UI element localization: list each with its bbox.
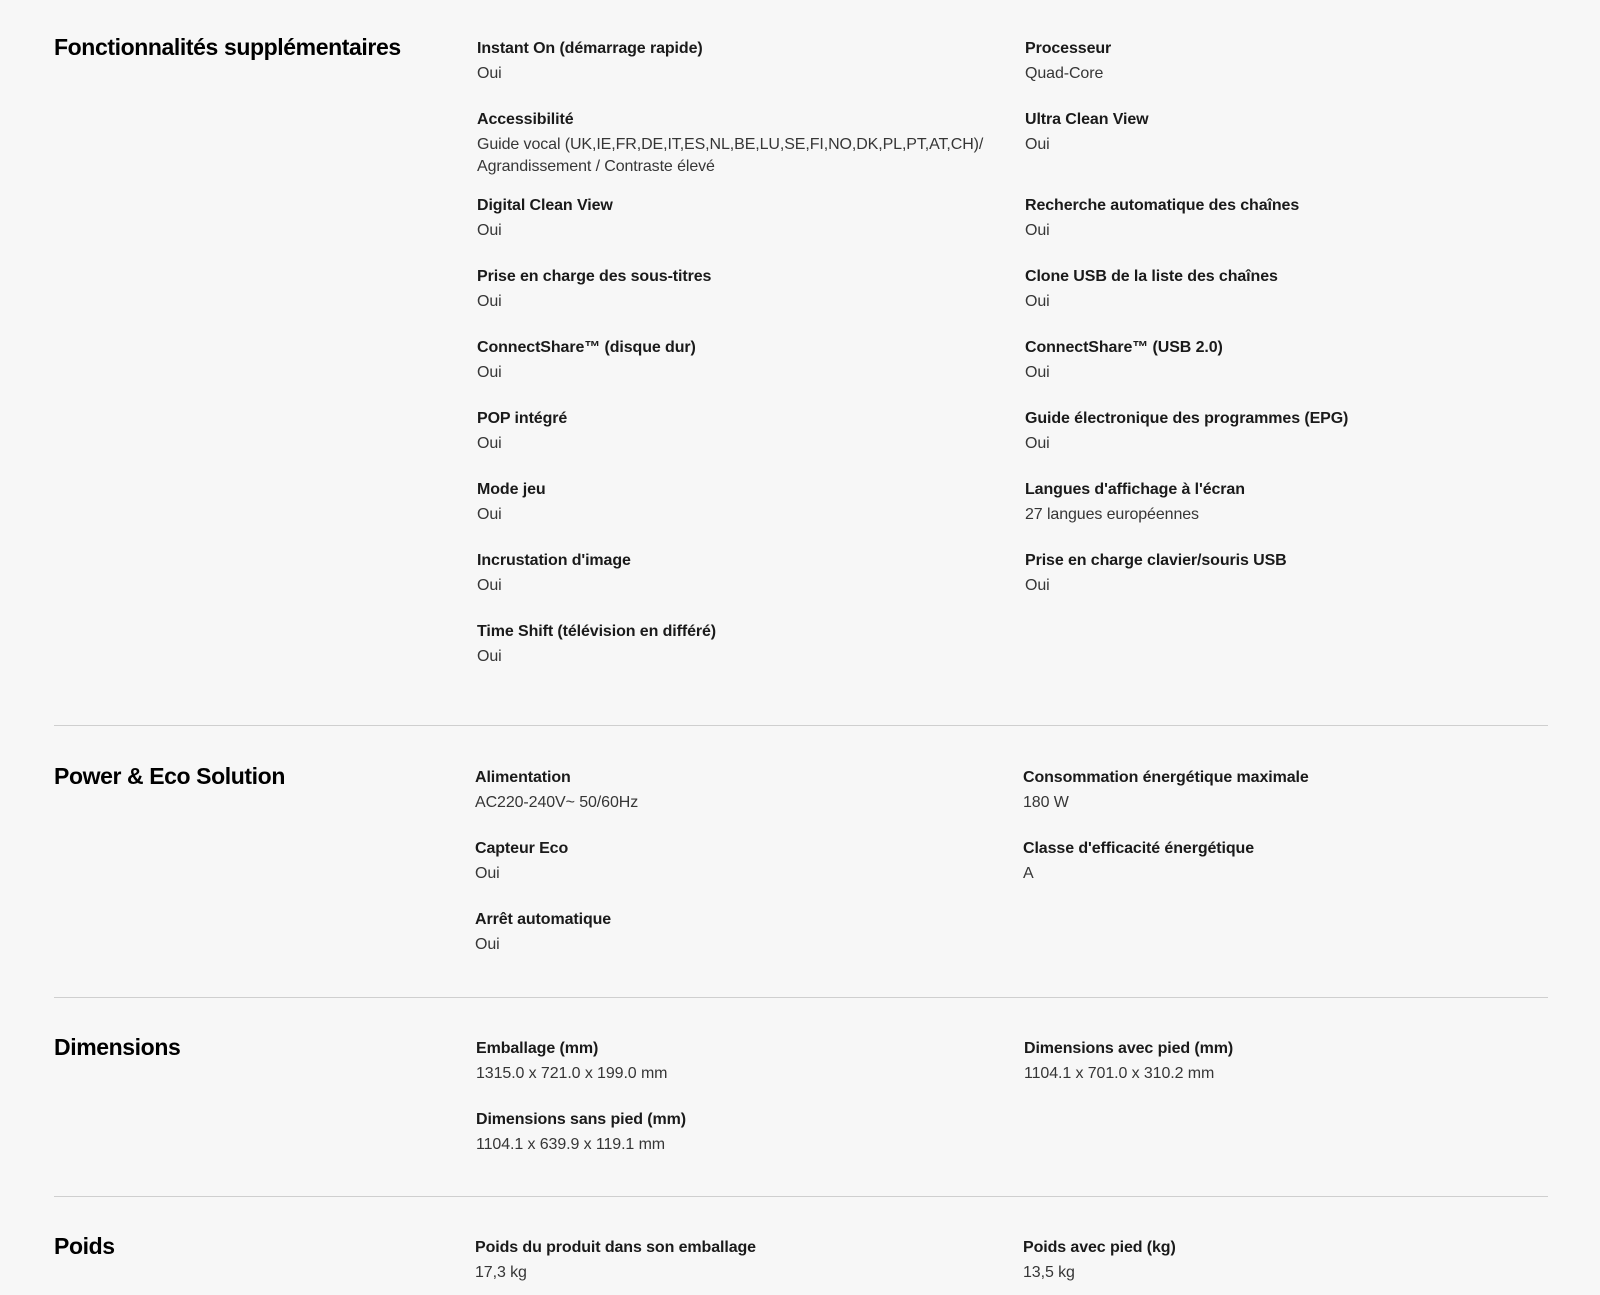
spec-label: ConnectShare™ (USB 2.0) bbox=[1025, 339, 1223, 356]
spec-label: Langues d'affichage à l'écran bbox=[1025, 481, 1245, 498]
section-title: Power & Eco Solution bbox=[54, 763, 285, 789]
spec-label: Mode jeu bbox=[477, 481, 546, 498]
spec-label: Instant On (démarrage rapide) bbox=[477, 40, 703, 57]
spec-label: Incrustation d'image bbox=[477, 552, 631, 569]
spec-item bbox=[477, 550, 1025, 604]
spec-value: Oui bbox=[1025, 364, 1050, 381]
spec-item bbox=[476, 1109, 1024, 1163]
spec-item bbox=[475, 767, 1023, 821]
spec-label: Recherche automatique des chaînes bbox=[1025, 197, 1300, 214]
spec-item bbox=[477, 195, 1025, 249]
spec-item bbox=[1025, 479, 1537, 533]
spec-label: Arrêt automatique bbox=[475, 911, 612, 928]
spec-label: Classe d'efficacité énergétique bbox=[1023, 840, 1255, 857]
spec-item bbox=[1023, 767, 1535, 821]
spec-item bbox=[1025, 38, 1537, 92]
spec-item bbox=[475, 838, 1023, 892]
spec-label: Processeur bbox=[1025, 40, 1112, 57]
spec-value: 27 langues européennes bbox=[1025, 506, 1199, 523]
spec-label: Capteur Eco bbox=[475, 840, 569, 857]
spec-value: Oui bbox=[477, 364, 502, 381]
spec-label: Digital Clean View bbox=[477, 197, 613, 214]
spec-value: Oui bbox=[477, 506, 502, 523]
spec-item bbox=[477, 479, 1025, 533]
spec-label: Consommation énergétique maximale bbox=[1023, 769, 1309, 786]
spec-value: AC220-240V~ 50/60Hz bbox=[475, 794, 639, 811]
spec-label: Accessibilité bbox=[477, 111, 574, 128]
spec-item bbox=[477, 408, 1025, 462]
spec-label: Dimensions avec pied (mm) bbox=[1024, 1040, 1234, 1057]
spec-grid bbox=[477, 38, 1537, 675]
spec-label: Prise en charge clavier/souris USB bbox=[1025, 552, 1287, 569]
spec-item bbox=[475, 1237, 1023, 1291]
section-divider bbox=[54, 725, 1548, 726]
spec-label: Guide électronique des programmes (EPG) bbox=[1025, 410, 1349, 427]
spec-value: Oui bbox=[1025, 435, 1050, 452]
spec-value: 17,3 kg bbox=[475, 1264, 527, 1281]
spec-item bbox=[475, 909, 1023, 963]
spec-item bbox=[1025, 195, 1537, 249]
spec-grid bbox=[475, 767, 1535, 963]
spec-value: Oui bbox=[477, 65, 502, 82]
spec-grid bbox=[476, 1038, 1536, 1163]
spec-label: Prise en charge des sous-titres bbox=[477, 268, 712, 285]
spec-value: Oui bbox=[1025, 293, 1050, 310]
spec-value: Oui bbox=[477, 648, 502, 665]
spec-value: Oui bbox=[1025, 577, 1050, 594]
spec-item bbox=[1025, 109, 1537, 178]
spec-value: Oui bbox=[1025, 136, 1050, 153]
spec-item bbox=[1025, 266, 1537, 320]
section-divider bbox=[54, 997, 1548, 998]
spec-label: Dimensions sans pied (mm) bbox=[476, 1111, 686, 1128]
spec-item bbox=[477, 109, 1025, 178]
spec-value: 180 W bbox=[1023, 794, 1069, 811]
spec-item bbox=[1025, 408, 1537, 462]
spec-value: Oui bbox=[1025, 222, 1050, 239]
spec-value: Oui bbox=[475, 936, 500, 953]
spec-value: Oui bbox=[477, 222, 502, 239]
section-title: Fonctionnalités supplémentaires bbox=[54, 34, 401, 60]
spec-label: Alimentation bbox=[475, 769, 571, 786]
spec-label: POP intégré bbox=[477, 410, 568, 427]
section-divider bbox=[54, 1196, 1548, 1197]
spec-item bbox=[477, 621, 1025, 675]
spec-value: 13,5 kg bbox=[1023, 1264, 1075, 1281]
section-title: Dimensions bbox=[54, 1034, 181, 1060]
section-title: Poids bbox=[54, 1233, 115, 1259]
spec-item bbox=[476, 1038, 1024, 1092]
spec-label: Time Shift (télévision en différé) bbox=[477, 623, 717, 640]
spec-value: Oui bbox=[477, 577, 502, 594]
spec-grid bbox=[475, 1237, 1535, 1291]
spec-value: Oui bbox=[475, 865, 500, 882]
spec-label: ConnectShare™ (disque dur) bbox=[477, 339, 696, 356]
spec-value: 1315.0 x 721.0 x 199.0 mm bbox=[476, 1065, 668, 1082]
spec-item bbox=[477, 266, 1025, 320]
spec-label: Poids du produit dans son emballage bbox=[475, 1239, 756, 1256]
spec-value: Quad-Core bbox=[1025, 65, 1104, 82]
spec-value: Oui bbox=[477, 293, 502, 310]
spec-label: Ultra Clean View bbox=[1025, 111, 1149, 128]
spec-label: Emballage (mm) bbox=[476, 1040, 599, 1057]
spec-item bbox=[1025, 550, 1537, 604]
spec-label: Clone USB de la liste des chaînes bbox=[1025, 268, 1278, 285]
spec-value: Oui bbox=[477, 435, 502, 452]
spec-value: 1104.1 x 701.0 x 310.2 mm bbox=[1024, 1065, 1215, 1082]
spec-label: Poids avec pied (kg) bbox=[1023, 1239, 1176, 1256]
spec-item bbox=[1025, 337, 1537, 391]
spec-item bbox=[477, 337, 1025, 391]
spec-item bbox=[1023, 1237, 1535, 1291]
spec-item bbox=[477, 38, 1025, 92]
spec-value: Guide vocal (UK,IE,FR,DE,IT,ES,NL,BE,LU,SE,FI,NO,DK,PL,PT,AT,CH)/ Agrandissement / Contraste élevé bbox=[477, 136, 984, 175]
spec-item bbox=[1023, 838, 1535, 892]
spec-value: A bbox=[1023, 865, 1034, 882]
spec-value: 1104.1 x 639.9 x 119.1 mm bbox=[476, 1136, 666, 1153]
spec-item bbox=[1024, 1038, 1536, 1092]
